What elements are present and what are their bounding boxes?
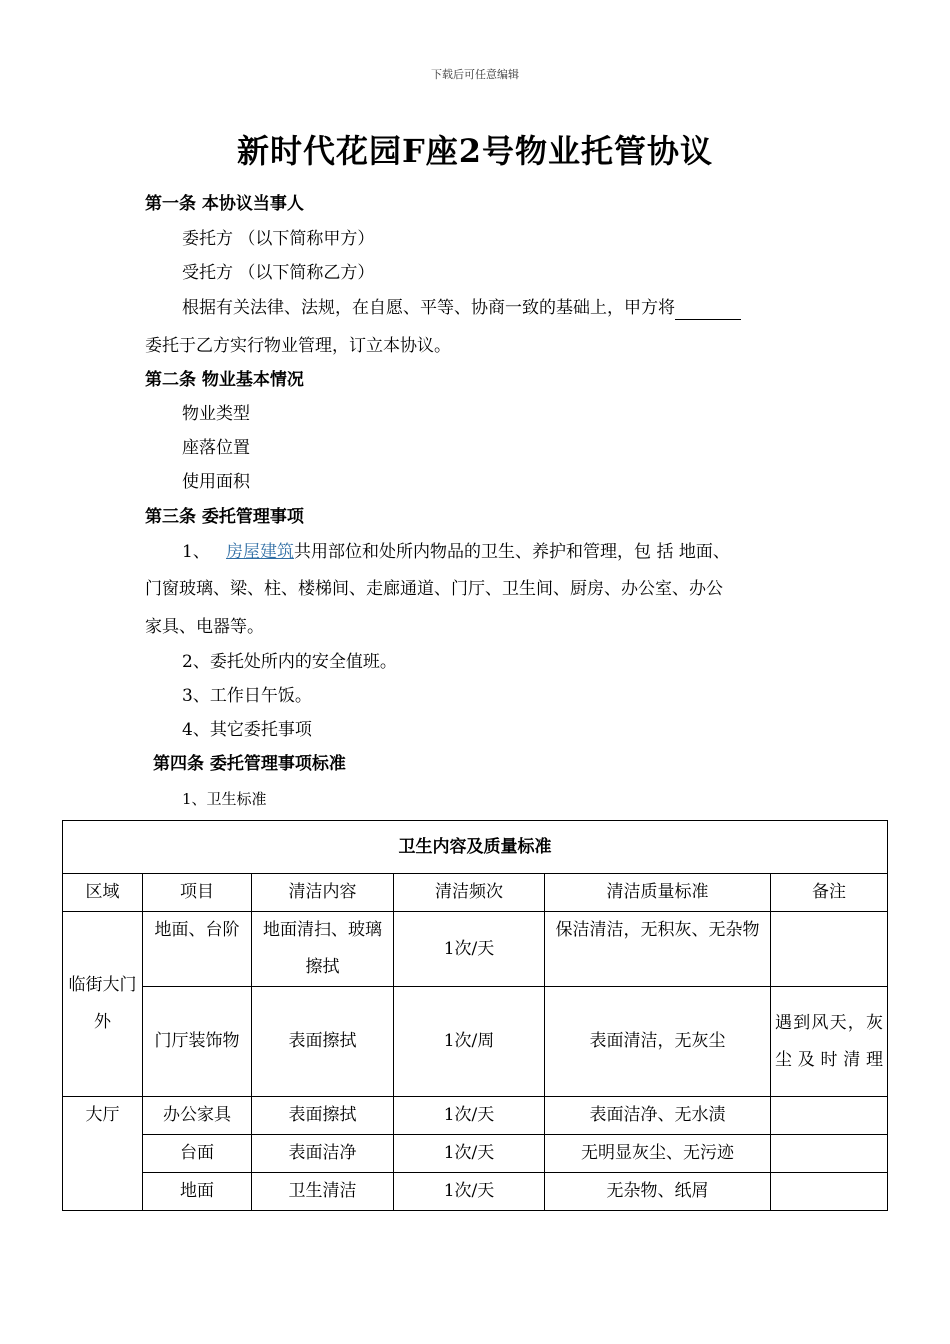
article4-sub1: 1、卫生标准 xyxy=(182,790,267,808)
article3-item1-line3: 家具、电器等。 xyxy=(145,617,264,637)
note-cell: 遇到风天，灰尘及时清理 xyxy=(771,987,888,1097)
article3-item1-line1 xyxy=(182,540,730,564)
item-cell: 台面 xyxy=(143,1135,252,1173)
content-cell: 表面洁净 xyxy=(252,1135,394,1173)
article3-heading: 第三条 委托管理事项 xyxy=(145,507,304,527)
article1-text: 根据有关法律、法规，在自愿、平等、协商一致的基础上，甲方将 xyxy=(182,298,675,318)
property-area: 使用面积 xyxy=(182,472,250,492)
item1-rest: 共用部位和处所内物品的卫生、养护和管理，包 括 地面、 xyxy=(294,542,730,562)
party-b-line: 受托方 （以下简称乙方） xyxy=(182,263,375,283)
property-location: 座落位置 xyxy=(182,438,250,458)
standard-cell: 无明显灰尘、无污迹 xyxy=(545,1135,771,1173)
item-cell: 地面、台阶 xyxy=(143,912,252,987)
article2-heading: 第二条 物业基本情况 xyxy=(145,370,304,390)
table-row xyxy=(63,987,888,1097)
frequency-cell: 1次/周 xyxy=(394,987,545,1097)
frequency-cell: 1次/天 xyxy=(394,1097,545,1135)
standard-cell: 无杂物、纸屑 xyxy=(545,1173,771,1211)
table-row xyxy=(63,1097,888,1135)
document-title: 新时代花园F座2号物业托管协议 xyxy=(237,132,713,170)
article3-item1-line2: 门窗玻璃、梁、柱、楼梯间、走廊通道、门厅、卫生间、厨房、办公室、办公 xyxy=(145,579,723,599)
article1-text-line2: 委托于乙方实行物业管理，订立本协议。 xyxy=(145,336,451,356)
header-item: 项目 xyxy=(143,874,252,912)
item1-prefix: 1、 xyxy=(182,542,210,562)
content-cell: 卫生清洁 xyxy=(252,1173,394,1211)
page-header: 下载后可任意编辑 xyxy=(431,68,519,81)
frequency-cell: 1次/天 xyxy=(394,912,545,987)
party-a-line: 委托方 （以下简称甲方） xyxy=(182,229,375,249)
header-content: 清洁内容 xyxy=(252,874,394,912)
item-cell: 地面 xyxy=(143,1173,252,1211)
item-cell: 门厅装饰物 xyxy=(143,987,252,1097)
item-cell: 办公家具 xyxy=(143,1097,252,1135)
article3-item2: 2、委托处所内的安全值班。 xyxy=(182,652,397,672)
header-standard: 清洁质量标准 xyxy=(545,874,771,912)
frequency-cell: 1次/天 xyxy=(394,1135,545,1173)
article3-item4: 4、其它委托事项 xyxy=(182,720,312,740)
article1-heading: 第一条 本协议当事人 xyxy=(145,194,304,214)
table-row xyxy=(63,912,888,987)
header-note: 备注 xyxy=(771,874,888,912)
table-row xyxy=(63,1173,888,1211)
table-row xyxy=(63,1135,888,1173)
table-caption: 卫生内容及质量标准 xyxy=(63,821,888,874)
area-cell: 大厅 xyxy=(63,1097,143,1211)
content-cell: 地面清扫、玻璃擦拭 xyxy=(252,912,394,987)
standard-cell: 表面清洁，无灰尘 xyxy=(545,987,771,1097)
article1-text-line1 xyxy=(182,296,741,320)
note-cell xyxy=(771,912,888,987)
hygiene-standard-table xyxy=(62,820,888,1211)
header-area: 区域 xyxy=(63,874,143,912)
fill-blank[interactable] xyxy=(675,301,741,320)
content-cell: 表面擦拭 xyxy=(252,1097,394,1135)
standard-cell: 表面洁净、无水渍 xyxy=(545,1097,771,1135)
building-link[interactable]: 房屋建筑 xyxy=(226,542,295,562)
article3-item3: 3、工作日午饭。 xyxy=(182,686,312,706)
frequency-cell: 1次/天 xyxy=(394,1173,545,1211)
standard-cell: 保洁清洁，无积灰、无杂物 xyxy=(545,912,771,987)
content-cell: 表面擦拭 xyxy=(252,987,394,1097)
property-type: 物业类型 xyxy=(182,404,250,424)
article4-heading: 第四条 委托管理事项标准 xyxy=(153,754,346,774)
note-cell xyxy=(771,1173,888,1211)
table-header-row xyxy=(63,874,888,912)
note-cell xyxy=(771,1097,888,1135)
note-cell xyxy=(771,1135,888,1173)
area-cell: 临街大门外 xyxy=(63,912,143,1097)
header-frequency: 清洁频次 xyxy=(394,874,545,912)
